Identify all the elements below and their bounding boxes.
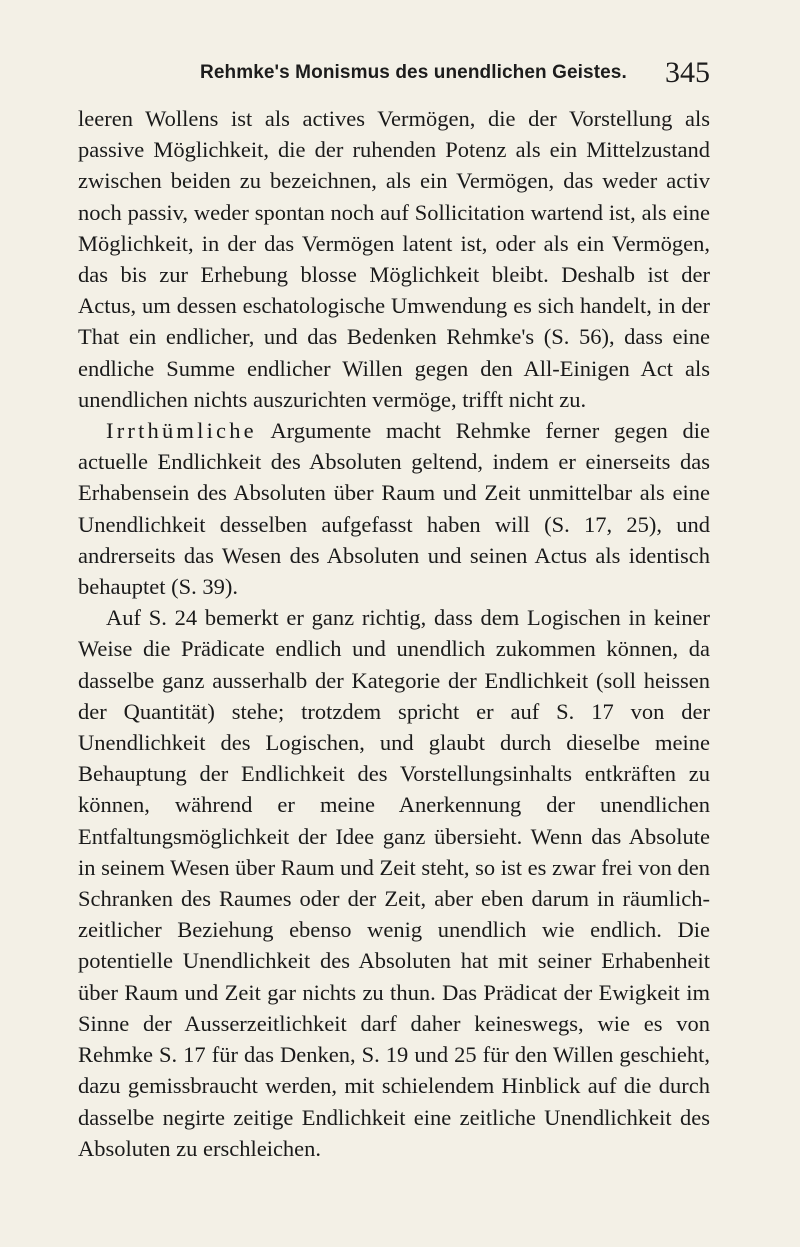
paragraph-text: Argumente macht Rehmke ferner gegen die actuelle Endlichkeit des Absoluten geltend, indem er einerseits das Erhabensein des Absoluten über Raum und Zeit unmittelbar als eine Unendlichkeit desselben aufgefasst haben will (S. 17, 25), und andrerseits das Wesen des Absoluten und seinen Actus als identisch behauptet (S. 39). [78,418,710,600]
body-text [78,103,710,1164]
running-title: Rehmke's Monismus des unendlichen Geistes. [200,62,627,83]
paragraph: leeren Wollens ist als actives Vermögen, die der Vorstellung als passive Möglichkeit, die der ruhenden Potenz als ein Mittelzustand zwischen beiden zu bezeichnen, als ein Vermögen, das weder activ noch passiv, weder spontan noch auf Sollicitation wartend ist, als eine Möglichkeit, in der das Vermögen latent ist, oder als ein Vermögen, das bis zur Erhebung blosse Möglichkeit bleibt. Deshalb ist der Actus, um dessen eschatologische Umwendung es sich handelt, in der That ein endlicher, und das Bedenken Rehmke's (S. 56), dass eine endliche Summe endlicher Willen gegen den All-Einigen Act als unendlichen nichts auszurichten vermöge, trifft nicht zu. [78,106,710,412]
page-number: 345 [665,56,710,89]
paragraph [78,415,710,602]
page-header [200,56,710,96]
paragraph: Auf S. 24 bemerkt er ganz richtig, dass dem Logischen in keiner Weise die Prädicate endlich und unendlich zukommen können, da dasselbe ganz ausserhalb der Kategorie der Endlichkeit (soll heissen der Quantität) stehe; trotzdem spricht er auf S. 17 von der Unendlichkeit des Logischen, und glaubt durch dieselbe meine Behauptung der Endlichkeit des Vorstellungsinhalts entkräften zu können, während er meine Anerkennung der unendlichen Entfaltungsmöglichkeit der Idee ganz übersieht. Wenn das Absolute in seinem Wesen über Raum und Zeit steht, so ist es zwar frei von den Schranken des Raumes oder der Zeit, aber eben darum in räumlich-zeitlicher Beziehung ebenso wenig unendlich wie endlich. Die potentielle Unendlichkeit des Absoluten hat mit seiner Erhabenheit über Raum und Zeit gar nichts zu thun. Das Prädicat der Ewigkeit im Sinne der Ausserzeitlichkeit darf daher keineswegs, wie es von Rehmke S. 17 für das Denken, S. 19 und 25 für den Willen geschieht, dazu gemissbraucht werden, mit schielendem Hinblick auf die durch dasselbe negirte zeitige Endlichkeit eine zeitliche Unendlichkeit des Absoluten zu erschleichen. [78,605,710,1161]
emphasized-word: Irrthümliche [106,418,257,444]
